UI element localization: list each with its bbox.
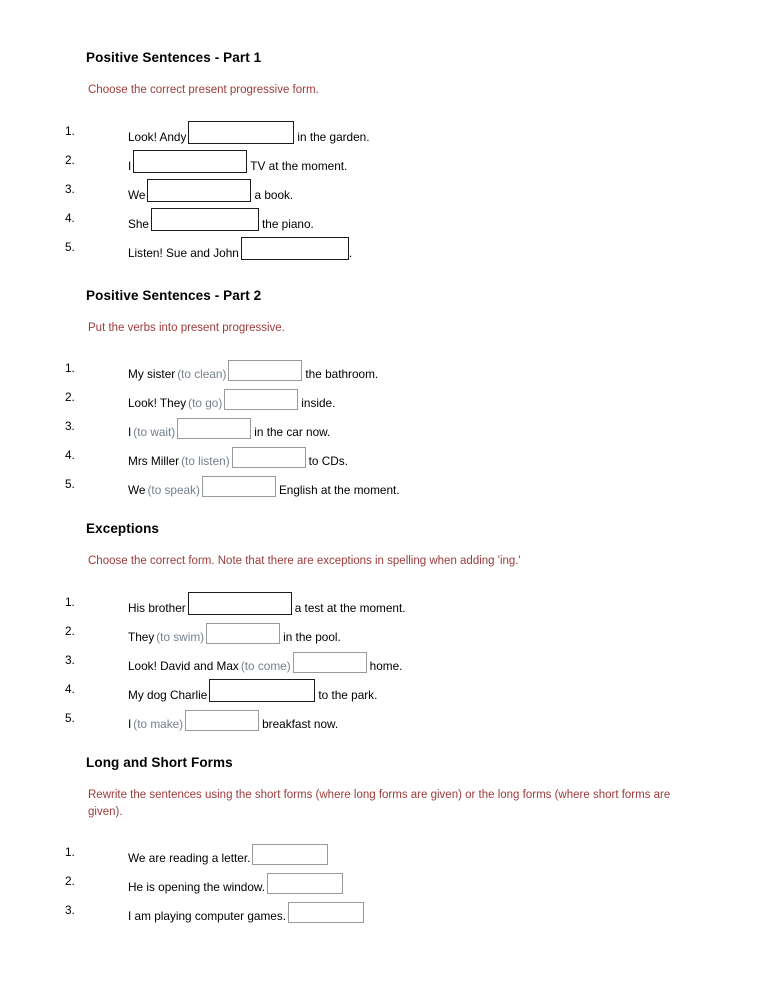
item-number: 2. (65, 874, 75, 889)
section-heading: Exceptions (86, 521, 160, 537)
section-heading: Positive Sentences - Part 1 (86, 50, 262, 65)
sentence-text-before: I (128, 425, 132, 440)
answer-box[interactable] (188, 121, 294, 144)
item-body (128, 704, 338, 733)
answer-box[interactable] (151, 208, 259, 231)
exercise-list (0, 117, 768, 262)
verb-hint: (to swim) (156, 630, 205, 645)
verb-hint: (to listen) (181, 454, 230, 469)
exercise-item (0, 675, 768, 704)
item-number: 3. (65, 181, 75, 196)
item-number: 1. (65, 595, 75, 610)
exercise-item (0, 175, 768, 204)
verb-hint: (to come) (240, 659, 291, 674)
exercise-item (0, 204, 768, 233)
verb-hint: (to go) (188, 396, 223, 411)
worksheet-section (0, 521, 768, 733)
exercise-item (0, 838, 768, 867)
answer-box[interactable] (188, 592, 292, 615)
section-instruction: Choose the correct present progressive form. (88, 84, 319, 96)
item-body (128, 588, 406, 617)
item-body (128, 146, 347, 175)
item-number: 3. (65, 419, 75, 434)
item-number: 2. (65, 390, 75, 405)
answer-box[interactable] (177, 418, 251, 439)
answer-box[interactable] (267, 873, 343, 894)
item-body (128, 896, 364, 925)
item-number: 2. (65, 152, 75, 167)
sentence-text-before: Look! Andy (128, 129, 187, 144)
sentence-text-before: Listen! Sue and John (128, 245, 239, 260)
item-body (128, 838, 328, 867)
answer-box[interactable] (224, 389, 298, 410)
sentence-text-after: to CDs. (308, 454, 348, 469)
verb-hint: (to make) (133, 717, 184, 732)
sentence-text-after: breakfast now. (262, 717, 339, 732)
worksheet-section (0, 50, 768, 262)
exercise-item (0, 617, 768, 646)
sentence-text-after: in the pool. (283, 630, 341, 645)
item-number: 3. (65, 903, 75, 918)
item-body (128, 233, 352, 262)
sentence-text-after: . (348, 245, 353, 260)
sentence-text-before: I (128, 717, 132, 732)
item-body (128, 470, 400, 499)
item-body (128, 617, 341, 646)
answer-box[interactable] (232, 447, 306, 468)
item-body (128, 117, 370, 146)
answer-box[interactable] (288, 902, 364, 923)
exercise-item (0, 117, 768, 146)
verb-hint: (to wait) (133, 425, 176, 440)
item-number: 5. (65, 239, 75, 254)
sentence-text-before: My dog Charlie (128, 688, 208, 703)
exercise-item (0, 896, 768, 925)
verb-hint: (to speak) (147, 483, 200, 498)
sections-container (0, 50, 768, 925)
answer-box[interactable] (209, 679, 315, 702)
exercise-item (0, 233, 768, 262)
exercise-item (0, 441, 768, 470)
sentence-text-before: I am playing computer games. (128, 909, 287, 924)
exercise-list (0, 838, 768, 925)
sentence-text-after: in the car now. (254, 425, 331, 440)
item-number: 1. (65, 845, 75, 860)
sentence-text-before: Mrs Miller (128, 454, 180, 469)
section-instruction: Rewrite the sentences using the short forms (where long forms are given) or the long forms (where short forms are given). (88, 789, 671, 818)
exercise-item (0, 646, 768, 675)
sentence-text-before: He is opening the window. (128, 880, 266, 895)
worksheet-section (0, 755, 768, 925)
answer-box[interactable] (202, 476, 276, 497)
section-heading: Long and Short Forms (86, 755, 233, 771)
sentence-text-before: We are reading a letter. (128, 851, 251, 866)
sentence-text-after: in the garden. (297, 129, 370, 144)
answer-box[interactable] (293, 652, 367, 673)
answer-box[interactable] (185, 710, 259, 731)
sentence-text-before: My sister (128, 367, 176, 382)
answer-box[interactable] (133, 150, 247, 173)
exercise-list (0, 588, 768, 733)
item-number: 4. (65, 448, 75, 463)
section-instruction: Choose the correct form. Note that there are exceptions in spelling when adding 'ing.' (88, 555, 521, 568)
item-number: 4. (65, 682, 75, 697)
exercise-item (0, 470, 768, 499)
item-body (128, 867, 343, 896)
exercise-list (0, 354, 768, 499)
item-number: 3. (65, 653, 75, 668)
item-body (128, 354, 378, 383)
item-body (128, 646, 402, 675)
section-instruction: Put the verbs into present progressive. (88, 321, 285, 334)
sentence-text-before: She (128, 216, 149, 231)
worksheet-section (0, 288, 768, 500)
sentence-text-before: Look! They (128, 396, 187, 411)
sentence-text-before: Look! David and Max (128, 659, 239, 674)
sentence-text-after: the bathroom. (305, 367, 379, 382)
sentence-text-after: a book. (254, 187, 294, 202)
item-number: 1. (65, 123, 75, 138)
item-number: 4. (65, 210, 75, 225)
sentence-text-after: home. (369, 659, 403, 674)
exercise-item (0, 412, 768, 441)
item-number: 1. (65, 361, 75, 376)
answer-box[interactable] (147, 179, 251, 202)
item-body (128, 412, 330, 441)
item-number: 5. (65, 477, 75, 492)
answer-box[interactable] (206, 623, 280, 644)
item-body (128, 383, 335, 412)
sentence-text-before: We (128, 187, 146, 202)
sentence-text-after: TV at the moment. (250, 158, 348, 173)
answer-box[interactable] (252, 844, 328, 865)
answer-box[interactable] (228, 360, 302, 381)
exercise-item (0, 146, 768, 175)
item-body (128, 204, 314, 233)
item-body (128, 441, 348, 470)
item-number: 5. (65, 711, 75, 726)
exercise-item (0, 354, 768, 383)
exercise-item (0, 588, 768, 617)
section-heading: Positive Sentences - Part 2 (86, 287, 262, 303)
item-body (128, 675, 377, 704)
sentence-text-after: English at the moment. (278, 483, 400, 498)
item-body (128, 175, 293, 204)
exercise-item (0, 867, 768, 896)
sentence-text-before: They (128, 630, 155, 645)
sentence-text-before: I (128, 158, 132, 173)
exercise-item (0, 383, 768, 412)
sentence-text-after: inside. (301, 396, 336, 411)
sentence-text-after: a test at the moment. (294, 601, 406, 616)
sentence-text-after: to the park. (318, 688, 378, 703)
verb-hint: (to clean) (177, 367, 227, 382)
exercise-item (0, 704, 768, 733)
sentence-text-before: We (128, 483, 146, 498)
sentence-text-after: the piano. (262, 216, 314, 231)
answer-box[interactable] (241, 237, 349, 260)
item-number: 2. (65, 624, 75, 639)
sentence-text-before: His brother (128, 601, 186, 616)
